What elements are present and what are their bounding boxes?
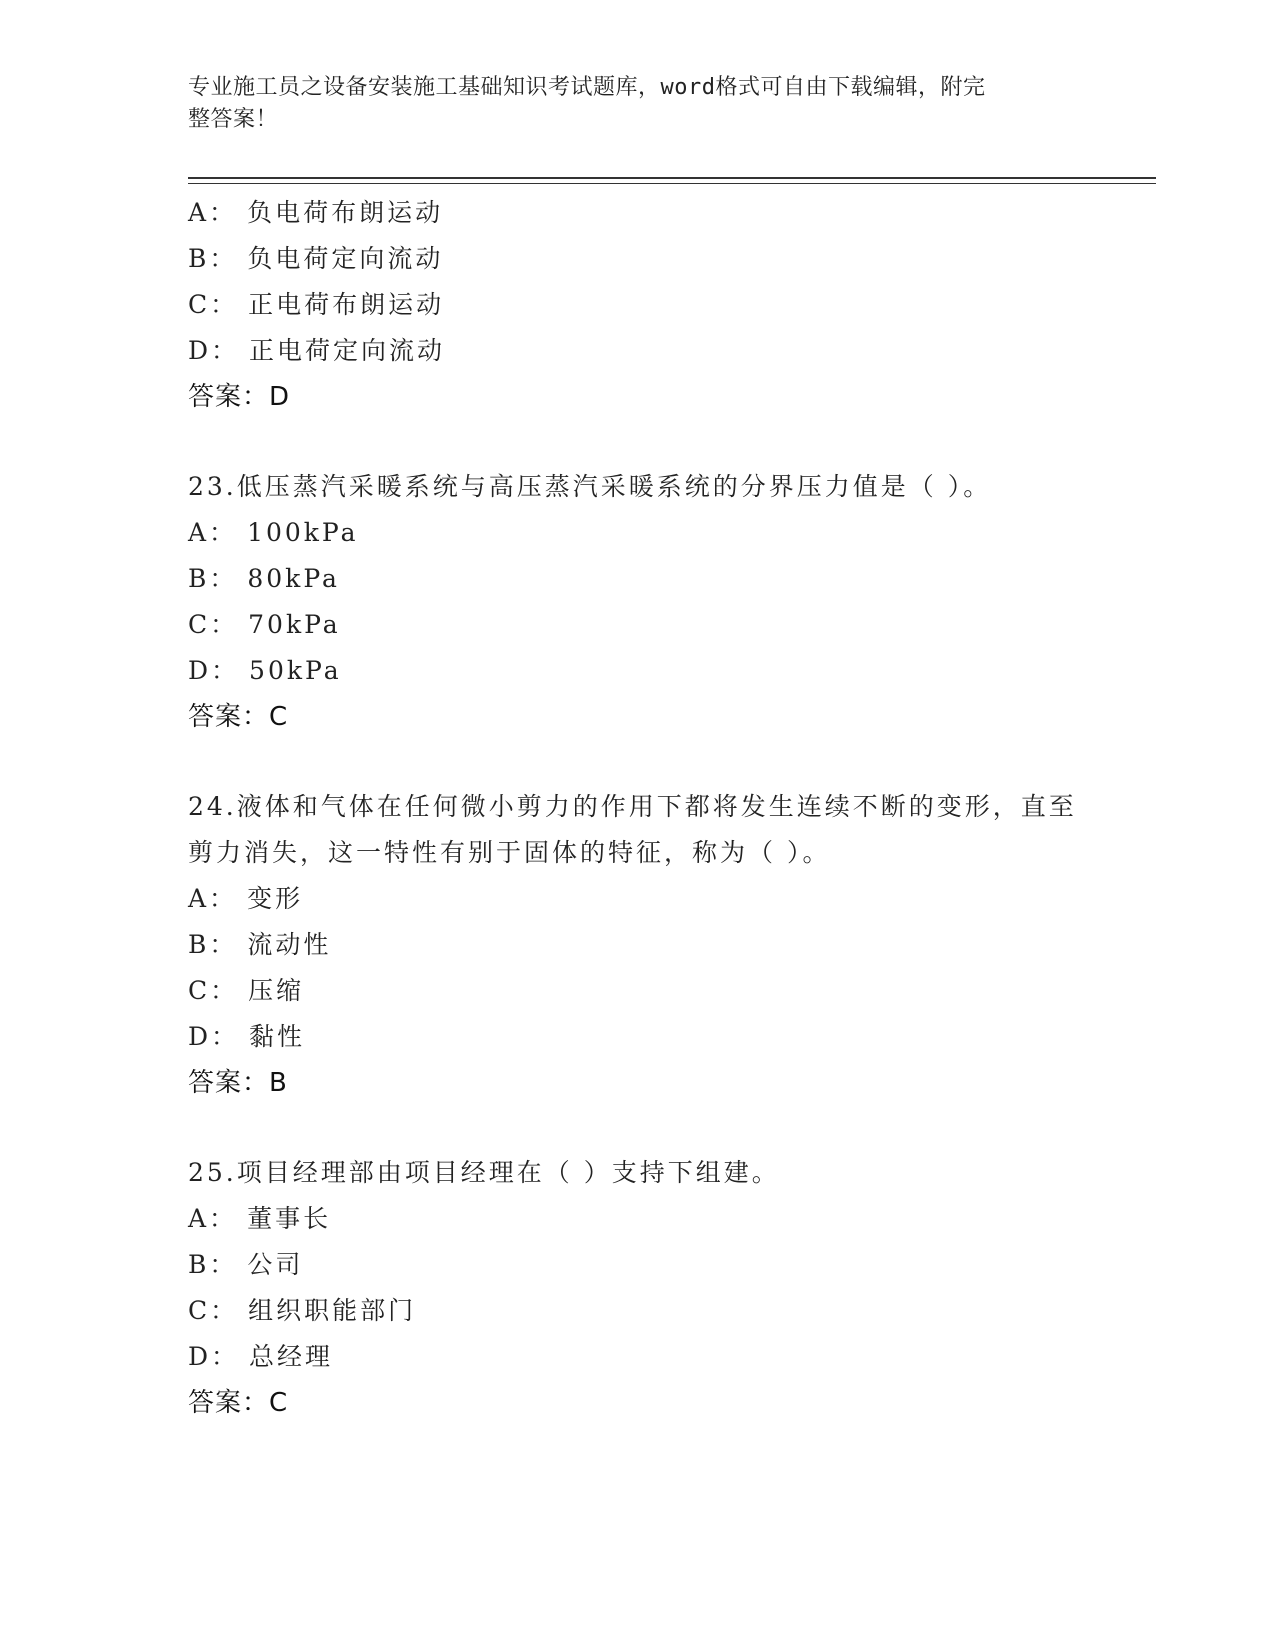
header-divider-bottom: [188, 183, 1156, 184]
header-divider-top: [188, 177, 1156, 179]
question-text: 23.低压蒸汽采暖系统与高压蒸汽采暖系统的分界压力值是（ ）。: [188, 472, 992, 501]
option-c: C： 正电荷布朗运动: [188, 290, 445, 319]
header-title-line-1: 专业施工员之设备安装施工基础知识考试题库，word格式可自由下载编辑，附完: [188, 75, 986, 100]
option-a: A： 负电荷布朗运动: [188, 198, 444, 227]
question-23: [188, 464, 1088, 740]
answer-line: 答案：C: [188, 1388, 289, 1418]
option-c: C： 70kPa: [188, 610, 341, 639]
option-a: A： 变形: [188, 884, 304, 913]
question-22-continued: [188, 190, 1088, 420]
option-b: B： 流动性: [188, 930, 332, 959]
option-d: D： 黏性: [188, 1022, 306, 1051]
answer-line: 答案：B: [188, 1068, 288, 1098]
option-d: D： 总经理: [188, 1342, 334, 1371]
document-header: [188, 72, 1068, 136]
option-a: A： 董事长: [188, 1204, 332, 1233]
answer-line: 答案：D: [188, 382, 291, 412]
option-d: D： 正电荷定向流动: [188, 336, 446, 365]
option-a: A： 100kPa: [188, 518, 359, 547]
question-text: 24.液体和气体在任何微小剪力的作用下都将发生连续不断的变形，直至剪力消失，这一特性有别于固体的特征，称为（ ）。: [188, 792, 1077, 867]
answer-line: 答案：C: [188, 702, 289, 732]
option-b: B： 公司: [188, 1250, 304, 1279]
question-text: 25.项目经理部由项目经理在（ ）支持下组建。: [188, 1158, 780, 1187]
question-25: [188, 1150, 1088, 1426]
option-c: C： 压缩: [188, 976, 305, 1005]
question-list: [188, 190, 1088, 1426]
option-b: B： 80kPa: [188, 564, 340, 593]
question-24: [188, 784, 1088, 1106]
header-title-line-2: 整答案！: [188, 107, 279, 132]
option-b: B： 负电荷定向流动: [188, 244, 444, 273]
option-c: C： 组织职能部门: [188, 1296, 417, 1325]
option-d: D： 50kPa: [188, 656, 342, 685]
